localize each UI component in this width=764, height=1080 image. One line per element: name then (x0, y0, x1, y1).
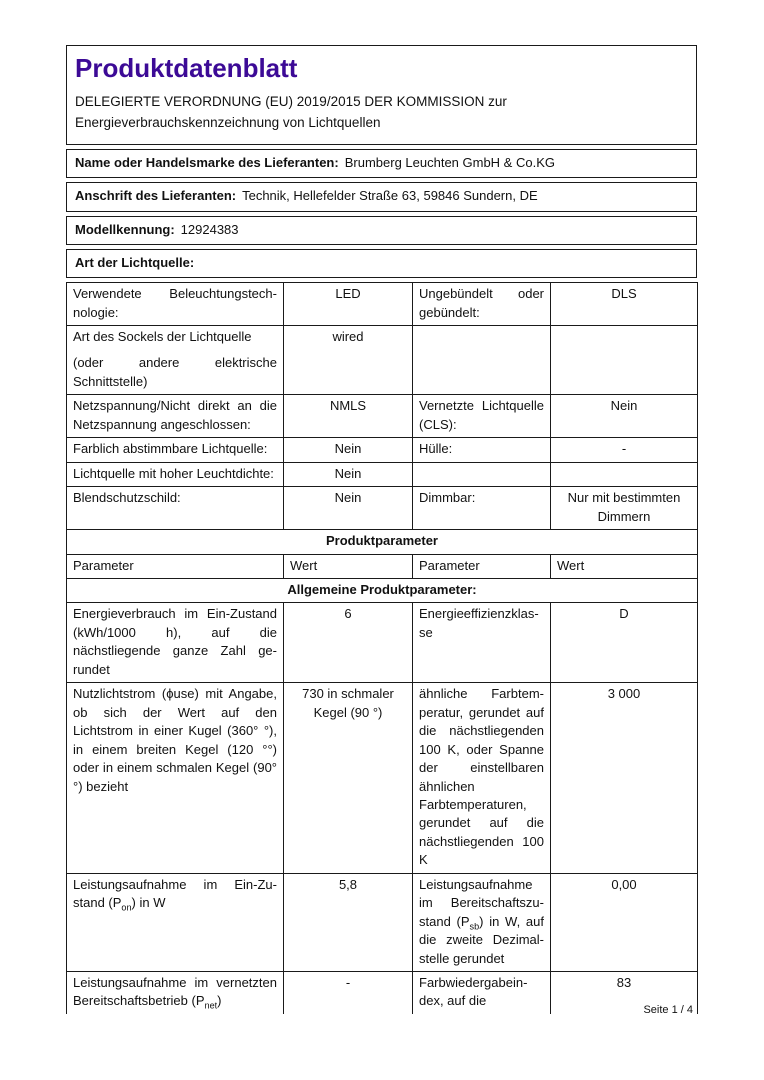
table-row (67, 683, 698, 874)
light-source-type-label: Art der Lichtquelle: (75, 254, 195, 270)
column-header-row (67, 554, 698, 578)
param-label-cell: Lichtquelle mit hoher Leuchtdichte: (67, 462, 284, 486)
param-label-cell: Energieeffizienzklasse (413, 603, 551, 683)
subscript-on: on (121, 902, 132, 913)
supplier-address-label: Anschrift des Lieferanten: (75, 188, 237, 204)
section-header-row (67, 530, 698, 554)
param-label-cell: ähnliche Farbtemperatur, gerundet auf die nächstliegenden 100 K, oder Spanne der einstellbaren ähnlichen Farbtemperaturen, gerundet auf die nächstliegenden 100 K (413, 683, 551, 874)
param-value-cell: LED (284, 283, 413, 326)
param-value-cell: DLS (551, 283, 698, 326)
label-text: ) (217, 993, 222, 1009)
label-text: Leistungsaufnahme im Ein-Zustand (P (73, 876, 277, 911)
socket-type-line2: (oder andere elektrische Schnittstelle) (73, 355, 277, 389)
param-value-cell: 6 (284, 603, 413, 683)
subscript-net: net (204, 1001, 218, 1012)
supplier-name-label: Name oder Handelsmarke des Lieferanten: (75, 155, 339, 171)
label-text: Leistungsaufnahme im vernetzten Bereitschaftsbetrieb (P (73, 975, 277, 1009)
column-header: Parameter (67, 554, 284, 578)
param-value-cell: Nein (284, 487, 413, 530)
table-row (67, 603, 698, 683)
table-row (67, 438, 698, 462)
param-value-cell: 3 000 (551, 683, 698, 874)
regulation-subtitle: DELEGIERTE VERORDNUNG (EU) 2019/2015 DER KOMMISSION zur Energieverbrauchskennzeichnung von Lichtquellen (75, 93, 507, 131)
table-row (67, 395, 698, 438)
param-label-cell (413, 462, 551, 486)
param-value-cell: NMLS (284, 395, 413, 438)
param-value-cell: Nein (284, 438, 413, 462)
section-header-row (67, 578, 698, 602)
parameter-table (66, 282, 698, 1014)
table-row (67, 462, 698, 486)
param-label-cell (67, 972, 284, 1014)
supplier-name-box (66, 149, 697, 178)
table-row (67, 487, 698, 530)
label-text: ) in W (131, 895, 166, 911)
param-label-cell: Hülle: (413, 438, 551, 462)
param-label-cell (413, 325, 551, 394)
section-header-produktparameter: Produktparameter (67, 530, 698, 554)
header-box (66, 45, 697, 145)
param-label-cell: Netzspannung/Nicht direkt an die Netzspannung angeschlossen: (67, 395, 284, 438)
datasheet-content (66, 45, 697, 1014)
param-value-cell (551, 462, 698, 486)
supplier-address-value: Technik, Hellefelder Straße 63, 59846 Sundern, DE (242, 188, 538, 204)
param-label-cell: Ungebündelt oder gebündelt: (413, 283, 551, 326)
column-header: Parameter (413, 554, 551, 578)
param-value-cell: - (284, 972, 413, 1014)
label-text: ) in W, auf die zweite Dezimalstelle gerundet (419, 913, 544, 966)
param-label-cell (67, 325, 284, 394)
param-label-cell (67, 873, 284, 971)
param-value-cell (551, 325, 698, 394)
socket-type-line1: Art des Sockels der Lichtquelle (73, 328, 252, 344)
param-value-cell: 83 (551, 972, 698, 1014)
page-number: Seite 1 / 4 (643, 1004, 693, 1016)
page-title: Produktdatenblatt (75, 53, 298, 83)
param-label-cell: Verwendete Beleuchtungstechnologie: (67, 283, 284, 326)
param-label-cell: Vernetzte Lichtquelle (CLS): (413, 395, 551, 438)
param-value-cell: wired (284, 325, 413, 394)
param-value-cell: Nein (284, 462, 413, 486)
param-label-cell: Farbwiedergabeindex, auf die (413, 972, 551, 1014)
table-row (67, 873, 698, 971)
table-row (67, 325, 698, 394)
light-source-type-box (66, 249, 697, 278)
param-label-cell (413, 873, 551, 971)
supplier-name-value: Brumberg Leuchten GmbH & Co.KG (344, 155, 555, 171)
supplier-address-box (66, 182, 697, 211)
model-id-box (66, 216, 697, 245)
model-id-value: 12924383 (180, 221, 239, 237)
param-value-cell: D (551, 603, 698, 683)
section-header-allgemeine: Allgemeine Produktparameter: (67, 578, 698, 602)
param-label-cell: Nutzlichtstrom (ϕuse) mit Angabe, ob sich der Wert auf den Lichtstrom in einer Kugel (360° °), in einem breiten Kegel (120 °°) oder in einem schmalen Kegel (90° °) bezieht (67, 683, 284, 874)
param-value-cell: 0,00 (551, 873, 698, 971)
subscript-sb: sb (469, 921, 480, 932)
param-value-cell: - (551, 438, 698, 462)
param-label-cell: Dimmbar: (413, 487, 551, 530)
column-header: Wert (284, 554, 413, 578)
param-label-cell: Farblich abstimmbare Lichtquelle: (67, 438, 284, 462)
param-value-cell: 5,8 (284, 873, 413, 971)
param-value-cell: Nur mit bestimmten Dimmern (551, 487, 698, 530)
param-value-cell: Nein (551, 395, 698, 438)
param-label-cell: Blendschutzschild: (67, 487, 284, 530)
model-id-label: Modellkennung: (75, 221, 175, 237)
label-text: Leistungsaufnahme im Bereitschaftszustand (P (419, 876, 544, 929)
table-row (67, 283, 698, 326)
table-row-truncated (67, 972, 698, 1014)
param-value-cell: 730 in schmaler Kegel (90 °) (284, 683, 413, 874)
column-header: Wert (551, 554, 698, 578)
param-label-cell: Energieverbrauch im Ein-Zustand (kWh/1000 h), auf die nächstliegende ganze Zahl gerundet (67, 603, 284, 683)
